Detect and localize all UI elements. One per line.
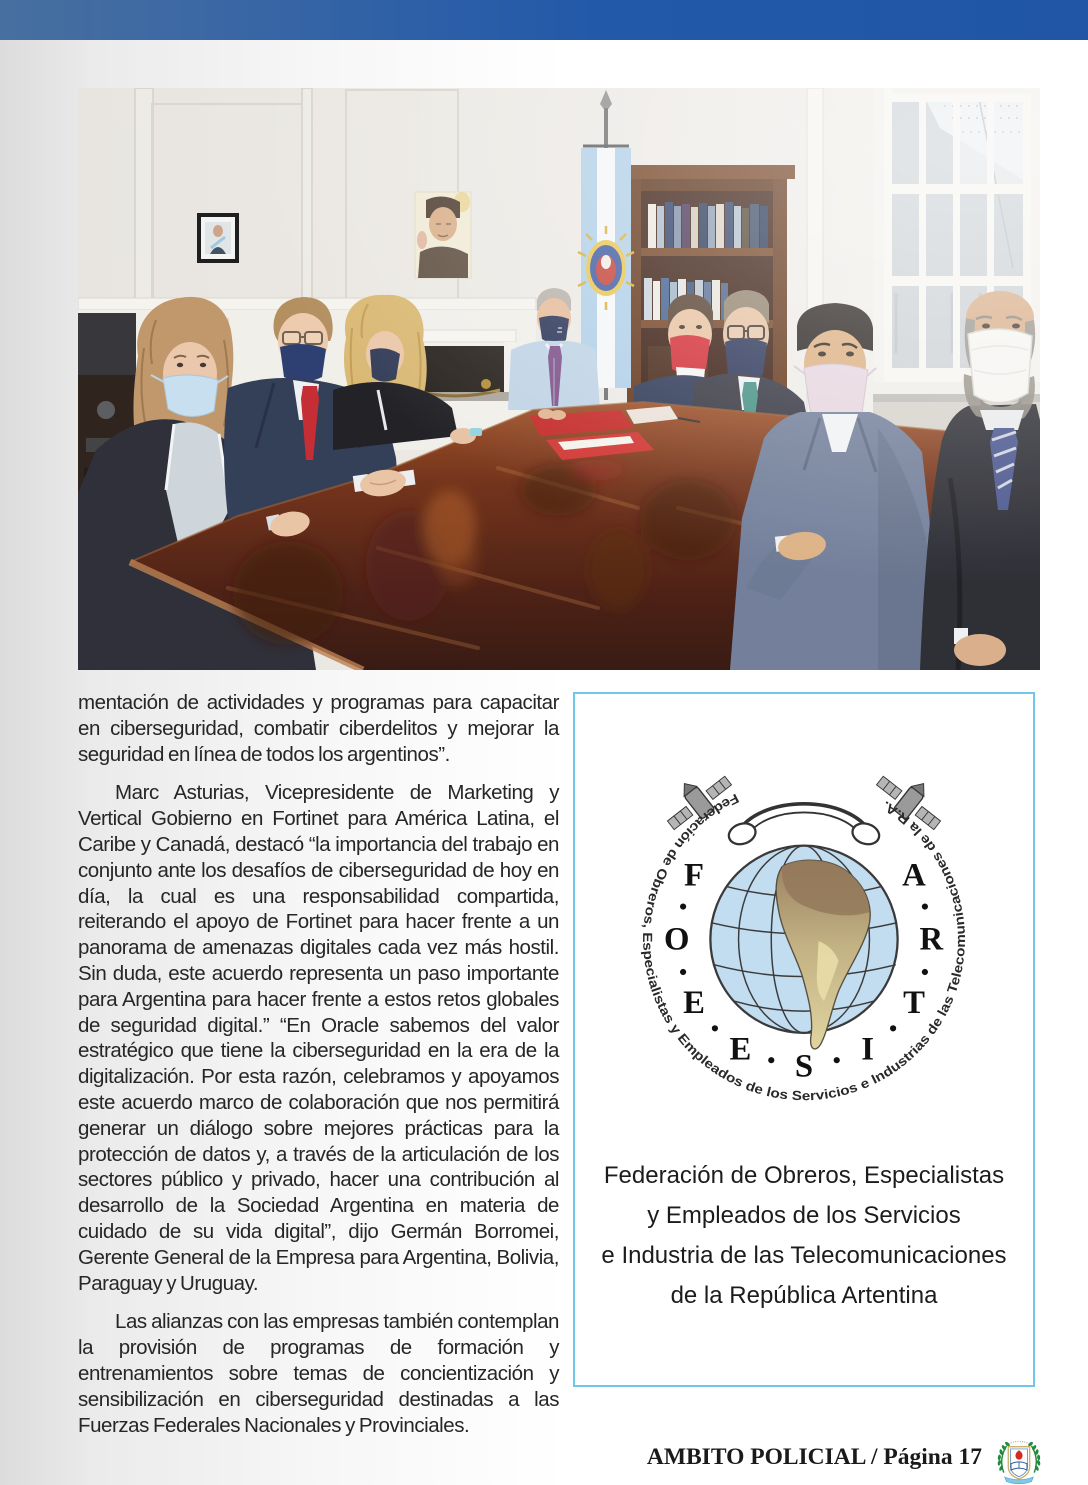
foeesitra-logo <box>604 732 1004 1132</box>
paragraph-3: Las alianzas con las empresas también contemplan la provisión de programas de formación y entrenamientos sobre temas de concientización y sensibilización en ciberseguridad destinadas a las Fuerzas Federales Nacionales y Provinciales. <box>78 1310 559 1437</box>
svg-text:I: I <box>861 1031 875 1068</box>
svg-text:E: E <box>729 1031 752 1068</box>
footer-page-label: AMBITO POLICIAL / Página 17 <box>646 1444 982 1470</box>
foeesitra-caption <box>575 1156 1033 1316</box>
svg-text:O: O <box>664 921 690 958</box>
svg-text:E: E <box>683 984 705 1021</box>
globe <box>710 846 897 1049</box>
paragraph-2: Marc Asturias, Vicepresidente de Marketing y Vertical Gobierno en Fortinet para América Latina, el Caribe y Canadá, destacó “la importancia del trabajo en conjunto ante los desafíos de ciberseguridad de hoy en día, la cual es una responsabilidad compartida, reiterando el apoyo de Fortinet para hacer frente a un panorama de amenazas digitales cada vez más hostil. Sin duda, este acuerdo representa un paso importante para Argentina para hacer frente a estos retos globales de seguridad digital.” “En Oracle sabemos del valor estratégico que tiene la ciberseguridad en la era de la digitalización. Por esta razón, celebramos y apoyamos este acuerdo marco de colaboración que nos permitirá generar un diálogo sobre mejores prácticas para la protección de datos y, a través de la articulación de los sectores público y privado, hacer una contribución al desarrollo de la Sociedad Argentina en materia de cuidado de su vida digital”, dijo Germán Borromei, Gerente General de la Empresa para Argentina, Bolivia, Paraguay y Uruguay. <box>78 781 559 1295</box>
telephone-handset-icon <box>726 804 882 848</box>
caption-line-3: e Industria de las Telecomunicaciones <box>601 1242 1007 1269</box>
foeesitra-box <box>573 692 1035 1387</box>
article-text-column <box>78 690 559 1451</box>
page-footer <box>0 1436 1046 1485</box>
caption-line-2: y Empleados de los Servicios <box>647 1202 961 1229</box>
caption-line-4: de la República Artentina <box>670 1282 938 1309</box>
meeting-photo <box>78 88 1040 670</box>
meeting-photo-illustration <box>78 88 1040 670</box>
paragraph-1: mentación de actividades y programas para capacitar en ciberseguridad, combatir ciberdelitos y mejorar la seguridad en línea de todos los argentinos”. <box>78 691 559 766</box>
ambito-policial-crest-icon <box>992 1436 1046 1485</box>
top-header-bar <box>0 0 1088 40</box>
caption-line-1: Federación de Obreros, Especialistas <box>603 1162 1005 1189</box>
svg-text:F: F <box>684 857 704 894</box>
svg-text:R: R <box>919 921 944 958</box>
svg-text:A: A <box>902 857 926 894</box>
logo-ring-text: Federación de Obreros, Especialistas y Empleados de los Servicios e Industrias de las Telecomunicaciones de la R.A. <box>640 790 968 1104</box>
svg-text:S: S <box>794 1048 814 1085</box>
svg-text:T: T <box>903 984 925 1021</box>
